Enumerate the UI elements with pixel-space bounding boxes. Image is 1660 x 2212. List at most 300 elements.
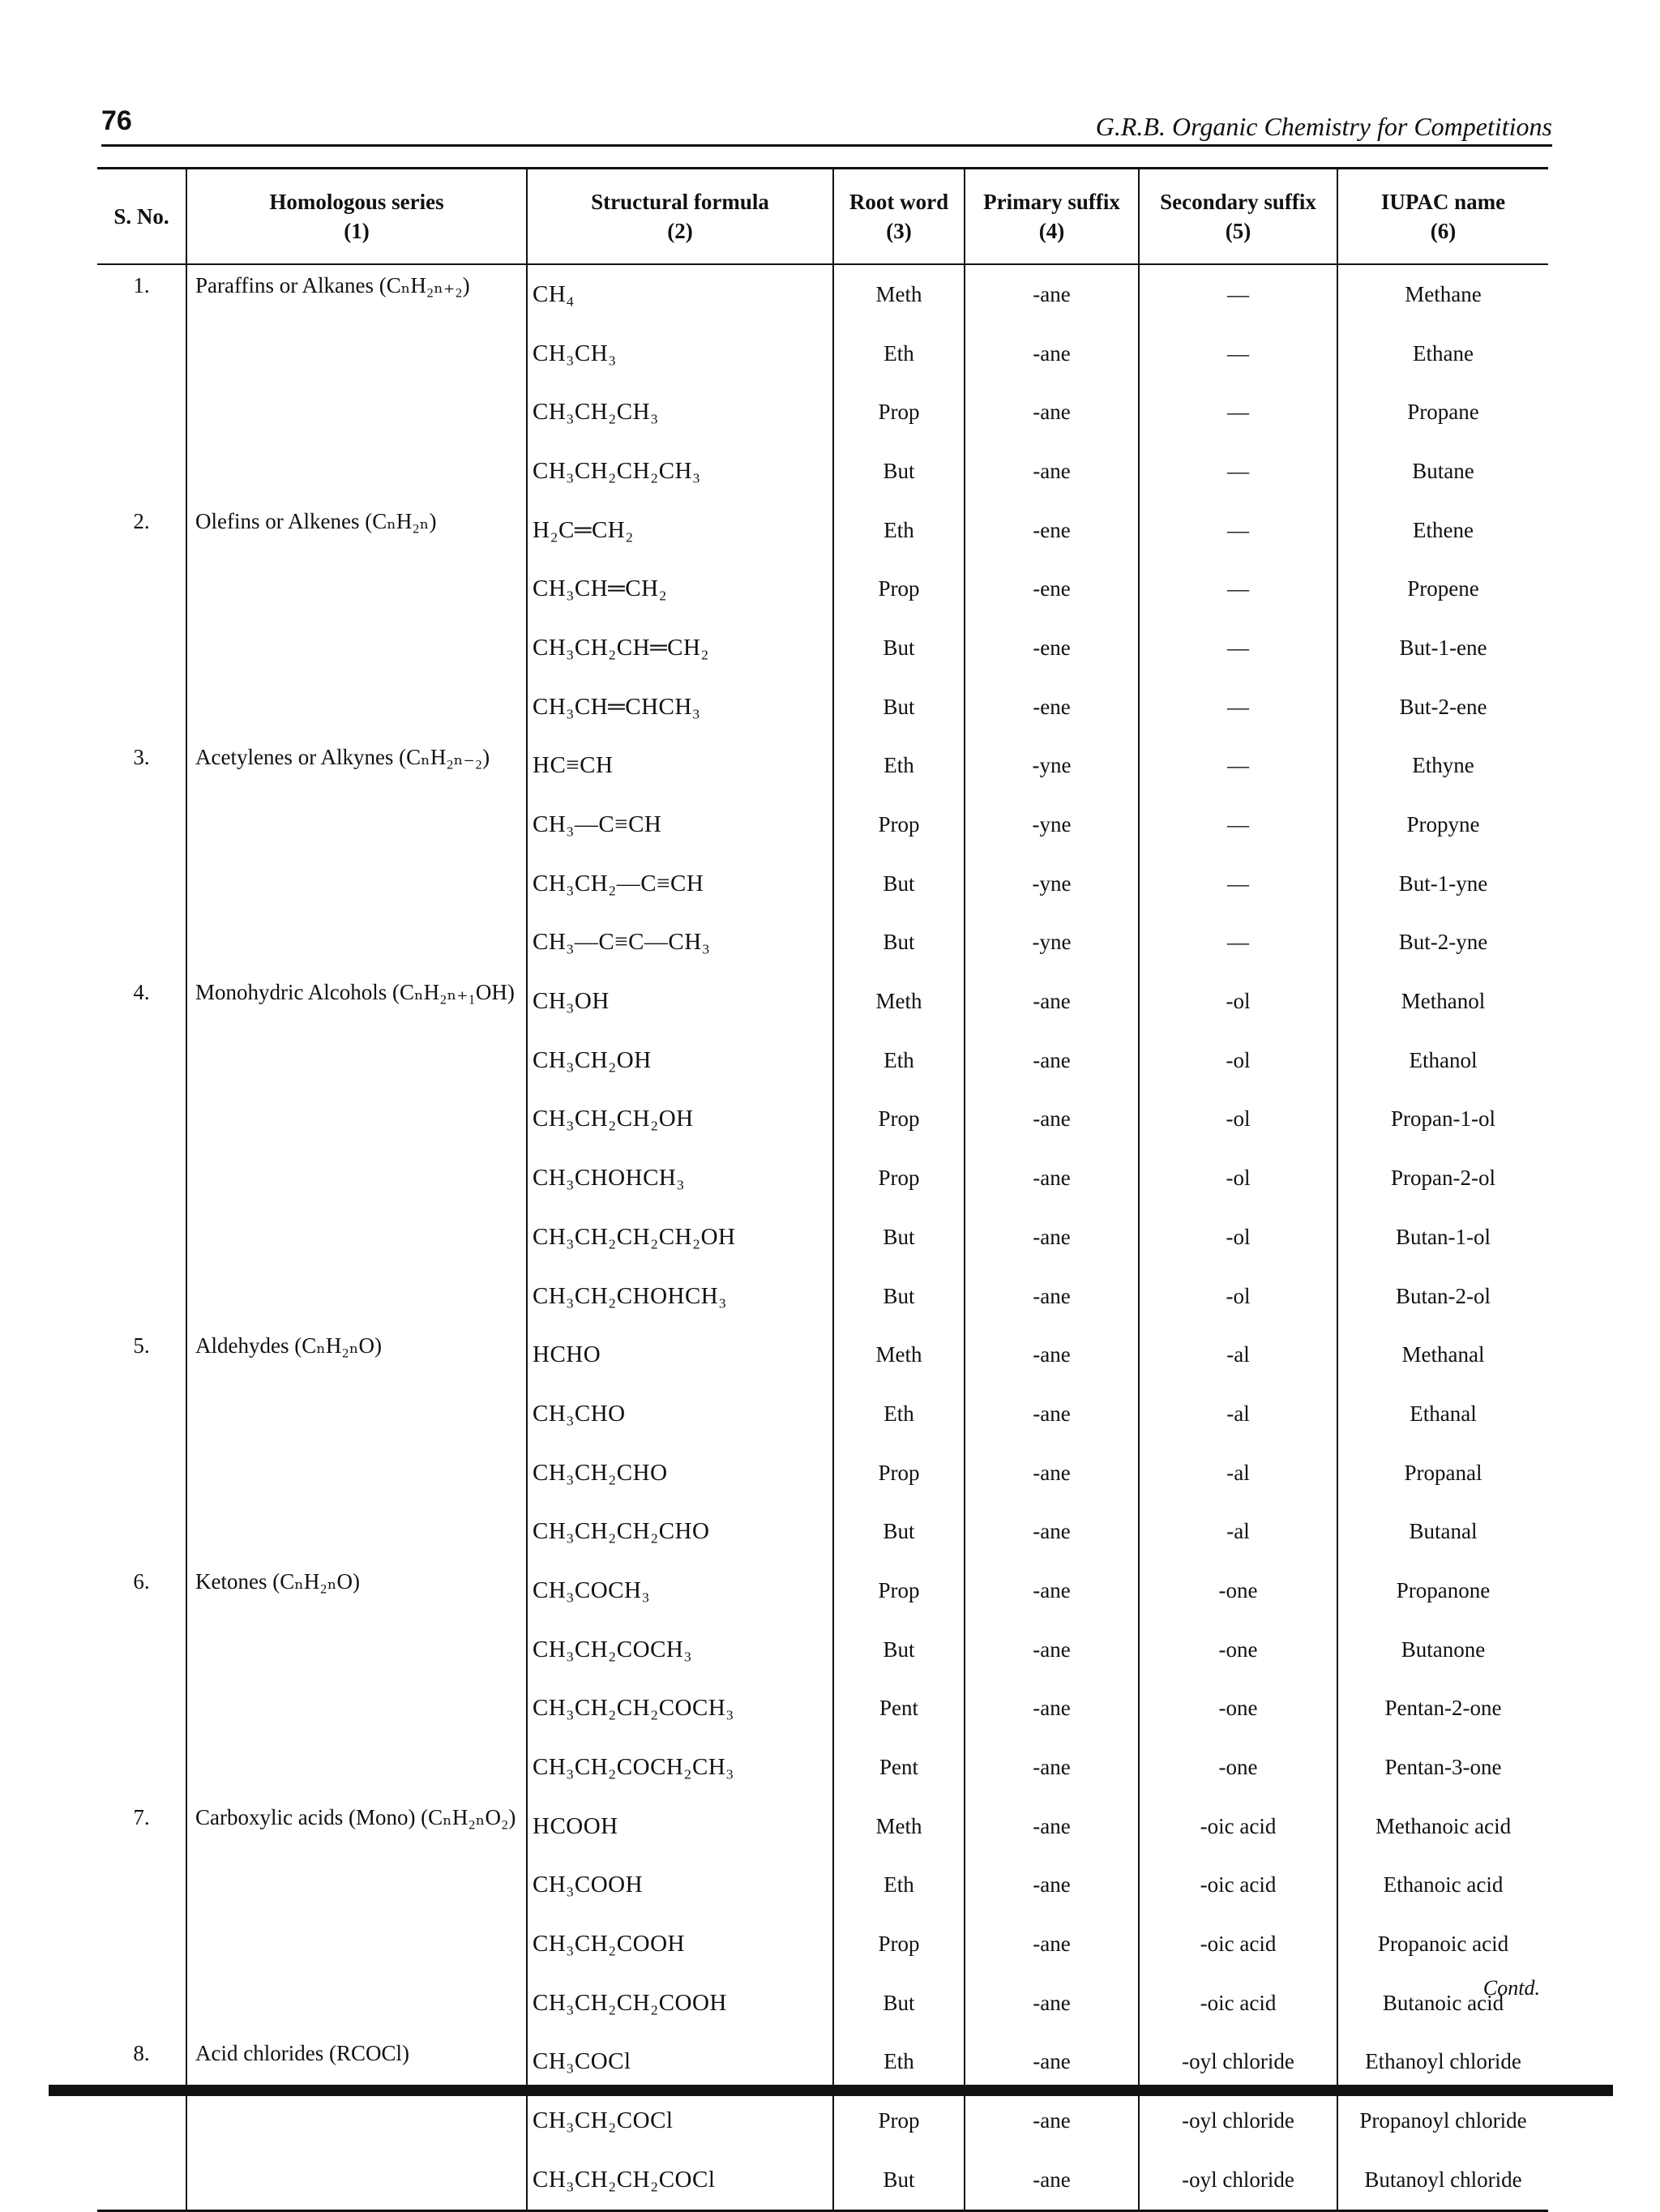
formula-text: CH₃CH₂CH₂CHO — [533, 1518, 710, 1545]
iupac-name-cell — [1337, 913, 1548, 973]
secondary-text: -one — [1218, 1755, 1258, 1780]
secondary-suffix-cell — [1139, 1856, 1337, 1915]
formula-text: HCOOH — [533, 1812, 618, 1839]
serial-number-cell — [97, 1149, 186, 1208]
formula-cell — [527, 383, 833, 442]
iupac-text: Butan-1-ol — [1396, 1224, 1491, 1249]
iupac-text: Butan-2-ol — [1396, 1283, 1491, 1308]
formula-cell — [527, 1325, 833, 1384]
series-cell — [186, 1090, 527, 1149]
formula-text: CH₃CHO — [533, 1400, 626, 1427]
table-row — [97, 324, 1548, 383]
primary-text: -ane — [1033, 458, 1071, 483]
secondary-suffix-cell — [1139, 1149, 1337, 1208]
formula-text: CH₃CH₂CH₃ — [533, 399, 659, 426]
primary-suffix-cell — [965, 678, 1139, 737]
iupac-name-cell — [1337, 1738, 1548, 1797]
formula-text: CH₃CH₂COCH₂CH₃ — [533, 1754, 734, 1781]
secondary-text: -one — [1218, 1696, 1258, 1721]
primary-suffix-cell — [965, 854, 1139, 913]
serial-number-cell — [97, 501, 186, 560]
formula-cell — [527, 324, 833, 383]
formula-cell — [527, 442, 833, 501]
secondary-text: -oyl chloride — [1182, 2108, 1294, 2133]
root-word-cell — [833, 1974, 965, 2033]
root-word-cell — [833, 1444, 965, 1503]
root-word-cell — [833, 2091, 965, 2150]
primary-suffix-cell — [965, 1620, 1139, 1679]
table-row — [97, 1208, 1548, 1267]
iupac-name-cell — [1337, 1325, 1548, 1384]
iupac-name-cell — [1337, 442, 1548, 501]
primary-text: -ane — [1033, 1637, 1071, 1662]
table-row — [97, 1679, 1548, 1739]
primary-text: -ane — [1033, 1342, 1071, 1367]
iupac-name-cell — [1337, 1149, 1548, 1208]
iupac-text: Methanal — [1401, 1342, 1485, 1367]
primary-suffix-cell — [965, 1738, 1139, 1797]
root-word-cell — [833, 1561, 965, 1620]
formula-cell — [527, 795, 833, 854]
secondary-text: — — [1227, 753, 1249, 778]
secondary-suffix-cell — [1139, 854, 1337, 913]
formula-text: CH₃CH₂CH₂CH₃ — [533, 457, 701, 484]
secondary-suffix-cell — [1139, 678, 1337, 737]
root-text: But — [883, 1990, 915, 2015]
primary-suffix-cell — [965, 972, 1139, 1031]
formula-text: CH₃COOH — [533, 1872, 644, 1898]
series-cell — [186, 618, 527, 678]
series-cell — [186, 1444, 527, 1503]
primary-suffix-cell — [965, 913, 1139, 973]
series-cell — [186, 1502, 527, 1561]
iupac-text: Ethanoic acid — [1383, 1872, 1504, 1898]
table-row — [97, 442, 1548, 501]
column-header-series: Homologous series (1) — [186, 169, 527, 265]
series-text: Paraffins or Alkanes (CₙH₂ₙ₊₂) — [195, 273, 470, 297]
iupac-name-cell — [1337, 324, 1548, 383]
primary-text: -ane — [1033, 989, 1071, 1014]
secondary-suffix-cell — [1139, 1031, 1337, 1090]
iupac-text: Methanoic acid — [1375, 1813, 1512, 1838]
series-cell — [186, 1208, 527, 1267]
primary-suffix-cell — [965, 324, 1139, 383]
series-text: Acetylenes or Alkynes (CₙH₂ₙ₋₂) — [195, 744, 490, 769]
primary-suffix-cell — [965, 1267, 1139, 1326]
secondary-suffix-cell — [1139, 1208, 1337, 1267]
secondary-suffix-cell — [1139, 1444, 1337, 1503]
secondary-text: — — [1227, 635, 1249, 660]
primary-text: -ene — [1033, 517, 1071, 542]
iupac-text: But-2-ene — [1399, 694, 1487, 719]
primary-suffix-cell — [965, 1974, 1139, 2033]
serial-number-cell — [97, 972, 186, 1031]
primary-text: -ane — [1033, 1932, 1071, 1957]
formula-cell — [527, 1502, 833, 1561]
secondary-text: -al — [1226, 1460, 1250, 1485]
formula-text: CH₃CH₂CH₂COOH — [533, 1989, 727, 2016]
root-word-cell — [833, 501, 965, 560]
series-text: Olefins or Alkenes (CₙH₂ₙ) — [195, 508, 437, 533]
root-text: But — [883, 694, 915, 719]
iupac-text: Propan-1-ol — [1391, 1106, 1495, 1132]
table-row — [97, 972, 1548, 1031]
formula-cell — [527, 2091, 833, 2150]
primary-text: -ane — [1033, 1990, 1071, 2015]
series-cell — [186, 559, 527, 618]
primary-suffix-cell — [965, 1208, 1139, 1267]
iupac-text: Methane — [1405, 281, 1482, 306]
iupac-text: Ethanol — [1409, 1047, 1478, 1072]
secondary-text: — — [1227, 517, 1249, 542]
secondary-suffix-cell — [1139, 1502, 1337, 1561]
sno-text: 5. — [133, 1333, 150, 1358]
series-cell — [186, 2091, 527, 2150]
formula-cell — [527, 1974, 833, 2033]
iupac-text: Propan-2-ol — [1391, 1166, 1495, 1191]
iupac-name-cell — [1337, 795, 1548, 854]
book-title: G.R.B. Organic Chemistry for Competitions — [1095, 112, 1552, 141]
iupac-name-cell — [1337, 1797, 1548, 1856]
table-row — [97, 1620, 1548, 1679]
iupac-text: Propanoyl chloride — [1359, 2108, 1527, 2133]
iupac-name-cell — [1337, 501, 1548, 560]
secondary-text: -ol — [1226, 1047, 1251, 1072]
formula-text: CH₃CH₂CHO — [533, 1459, 668, 1486]
primary-text: -ane — [1033, 1224, 1071, 1249]
iupac-name-cell — [1337, 2150, 1548, 2210]
root-text: Eth — [883, 2049, 914, 2074]
primary-suffix-cell — [965, 618, 1139, 678]
secondary-text: -oyl chloride — [1182, 2167, 1294, 2192]
secondary-text: — — [1227, 281, 1249, 306]
serial-number-cell — [97, 1620, 186, 1679]
series-text: Acid chlorides (RCOCl) — [195, 2040, 409, 2065]
root-word-cell — [833, 1031, 965, 1090]
column-header-root-word: Root word (3) — [833, 169, 965, 265]
primary-text: -ane — [1033, 340, 1071, 366]
primary-text: -yne — [1032, 871, 1072, 896]
sno-text: 7. — [133, 1804, 150, 1829]
root-word-cell — [833, 324, 965, 383]
iupac-name-cell — [1337, 1856, 1548, 1915]
iupac-name-cell — [1337, 1444, 1548, 1503]
secondary-text: — — [1227, 694, 1249, 719]
formula-cell — [527, 1267, 833, 1326]
footer-bar — [49, 2085, 1613, 2096]
root-text: Prop — [878, 1577, 920, 1602]
root-text: Prop — [878, 1932, 920, 1957]
root-text: But — [883, 1224, 915, 1249]
secondary-text: — — [1227, 400, 1249, 425]
iupac-name-cell — [1337, 1384, 1548, 1444]
table-row — [97, 1444, 1548, 1503]
root-word-cell — [833, 1384, 965, 1444]
table-row — [97, 913, 1548, 973]
secondary-suffix-cell — [1139, 1090, 1337, 1149]
formula-text: CH₃CHOHCH₃ — [533, 1165, 685, 1192]
root-text: Meth — [875, 1813, 922, 1838]
serial-number-cell — [97, 795, 186, 854]
secondary-suffix-cell — [1139, 1620, 1337, 1679]
root-text: Eth — [883, 1401, 914, 1426]
primary-text: -ane — [1033, 1047, 1071, 1072]
table-row — [97, 383, 1548, 442]
primary-text: -yne — [1032, 753, 1072, 778]
primary-text: -ane — [1033, 1401, 1071, 1426]
root-text: Eth — [883, 517, 914, 542]
root-word-cell — [833, 264, 965, 324]
iupac-name-cell — [1337, 2091, 1548, 2150]
iupac-text: Butanoyl chloride — [1364, 2167, 1522, 2192]
root-text: Prop — [878, 812, 920, 837]
formula-cell — [527, 1679, 833, 1739]
root-word-cell — [833, 1738, 965, 1797]
iupac-text: Propyne — [1406, 812, 1480, 837]
root-text: Eth — [883, 1047, 914, 1072]
secondary-text: -one — [1218, 1577, 1258, 1602]
iupac-name-cell — [1337, 383, 1548, 442]
iupac-text: Pentan-3-one — [1384, 1755, 1502, 1780]
formula-text: CH₃—C≡C—CH₃ — [533, 929, 711, 956]
table-row — [97, 264, 1548, 324]
series-cell — [186, 1620, 527, 1679]
root-text: Eth — [883, 1872, 914, 1898]
column-header-primary-suffix: Primary suffix (4) — [965, 169, 1139, 265]
root-text: Prop — [878, 1460, 920, 1485]
root-word-cell — [833, 1090, 965, 1149]
secondary-suffix-cell — [1139, 1679, 1337, 1739]
root-text: Meth — [875, 989, 922, 1014]
root-text: Eth — [883, 753, 914, 778]
primary-text: -ane — [1033, 1577, 1071, 1602]
serial-number-cell — [97, 2150, 186, 2210]
root-word-cell — [833, 442, 965, 501]
formula-text: CH₃CH═CHCH₃ — [533, 693, 701, 720]
primary-text: -ane — [1033, 1813, 1071, 1838]
table-row — [97, 1738, 1548, 1797]
iupac-text: Propanoic acid — [1377, 1932, 1509, 1957]
secondary-suffix-cell — [1139, 1325, 1337, 1384]
page-header — [101, 105, 1552, 148]
series-cell — [186, 1679, 527, 1739]
iupac-name-cell — [1337, 1620, 1548, 1679]
series-text: Monohydric Alcohols (CₙH₂ₙ₊₁OH) — [195, 980, 515, 1005]
primary-suffix-cell — [965, 1090, 1139, 1149]
root-word-cell — [833, 1856, 965, 1915]
primary-suffix-cell — [965, 1679, 1139, 1739]
formula-cell — [527, 2033, 833, 2092]
series-cell — [186, 2033, 527, 2092]
serial-number-cell — [97, 678, 186, 737]
sno-text: 4. — [133, 980, 150, 1005]
table-row — [97, 1974, 1548, 2033]
formula-cell — [527, 913, 833, 973]
secondary-suffix-cell — [1139, 324, 1337, 383]
secondary-text: -oic acid — [1200, 1813, 1277, 1838]
secondary-suffix-cell — [1139, 795, 1337, 854]
series-cell — [186, 854, 527, 913]
formula-cell — [527, 1620, 833, 1679]
primary-text: -ane — [1033, 1166, 1071, 1191]
serial-number-cell — [97, 264, 186, 324]
secondary-text: -oic acid — [1200, 1990, 1277, 2015]
formula-text: CH₃CH₂CH₂COCH₃ — [533, 1695, 734, 1722]
primary-text: -ene — [1033, 694, 1071, 719]
formula-cell — [527, 678, 833, 737]
root-word-cell — [833, 1620, 965, 1679]
serial-number-cell — [97, 383, 186, 442]
primary-text: -ane — [1033, 1460, 1071, 1485]
iupac-name-cell — [1337, 559, 1548, 618]
series-cell — [186, 1797, 527, 1856]
primary-suffix-cell — [965, 442, 1139, 501]
iupac-name-cell — [1337, 2033, 1548, 2092]
iupac-name-cell — [1337, 264, 1548, 324]
root-text: Prop — [878, 1106, 920, 1132]
table-row — [97, 1915, 1548, 1974]
secondary-suffix-cell — [1139, 1267, 1337, 1326]
root-word-cell — [833, 1149, 965, 1208]
primary-suffix-cell — [965, 1561, 1139, 1620]
root-text: Prop — [878, 2108, 920, 2133]
iupac-text: Propanone — [1396, 1577, 1491, 1602]
series-cell — [186, 1267, 527, 1326]
table-row — [97, 1797, 1548, 1856]
series-cell — [186, 913, 527, 973]
serial-number-cell — [97, 1856, 186, 1915]
series-cell — [186, 264, 527, 324]
root-word-cell — [833, 2033, 965, 2092]
root-text: But — [883, 635, 915, 660]
primary-text: -ane — [1033, 1755, 1071, 1780]
root-text: Meth — [875, 281, 922, 306]
root-word-cell — [833, 972, 965, 1031]
iupac-text: Propene — [1407, 576, 1479, 601]
primary-text: -ane — [1033, 281, 1071, 306]
iupac-text: But-1-ene — [1399, 635, 1487, 660]
sno-text: 2. — [133, 508, 150, 533]
primary-suffix-cell — [965, 2091, 1139, 2150]
formula-text: CH₃CH₂—C≡CH — [533, 870, 704, 896]
secondary-text: -ol — [1226, 989, 1251, 1014]
primary-text: -ane — [1033, 400, 1071, 425]
serial-number-cell — [97, 737, 186, 796]
table-row — [97, 2033, 1548, 2092]
primary-suffix-cell — [965, 2033, 1139, 2092]
primary-suffix-cell — [965, 2150, 1139, 2210]
series-cell — [186, 1031, 527, 1090]
secondary-suffix-cell — [1139, 383, 1337, 442]
series-cell — [186, 1856, 527, 1915]
series-cell — [186, 1915, 527, 1974]
iupac-name-cell — [1337, 1502, 1548, 1561]
secondary-text: — — [1227, 812, 1249, 837]
root-word-cell — [833, 737, 965, 796]
iupac-text: Pentan-2-one — [1384, 1696, 1502, 1721]
formula-text: CH₃CH₂CH═CH₂ — [533, 634, 710, 661]
secondary-text: -ol — [1226, 1166, 1251, 1191]
formula-cell — [527, 2150, 833, 2210]
secondary-suffix-cell — [1139, 1561, 1337, 1620]
secondary-text: -ol — [1226, 1283, 1251, 1308]
column-header-iupac-name: IUPAC name (6) — [1337, 169, 1548, 265]
root-text: Pent — [879, 1696, 918, 1721]
secondary-text: -oyl chloride — [1182, 2049, 1294, 2074]
secondary-text: -ol — [1226, 1224, 1251, 1249]
serial-number-cell — [97, 1384, 186, 1444]
table-row — [97, 1325, 1548, 1384]
root-word-cell — [833, 1325, 965, 1384]
formula-text: HC≡CH — [533, 752, 614, 779]
primary-text: -ene — [1033, 635, 1071, 660]
formula-text: CH₃CH₂COCH₃ — [533, 1636, 692, 1662]
formula-cell — [527, 1384, 833, 1444]
iupac-text: But-1-yne — [1398, 871, 1488, 896]
iupac-name-cell — [1337, 1208, 1548, 1267]
iupac-text: Ethanoyl chloride — [1365, 2049, 1521, 2074]
root-text: Pent — [879, 1755, 918, 1780]
series-cell — [186, 501, 527, 560]
primary-suffix-cell — [965, 1031, 1139, 1090]
table-row — [97, 501, 1548, 560]
root-word-cell — [833, 1267, 965, 1326]
serial-number-cell — [97, 1325, 186, 1384]
secondary-text: -al — [1226, 1342, 1250, 1367]
iupac-name-cell — [1337, 1031, 1548, 1090]
series-cell — [186, 2150, 527, 2210]
iupac-name-cell — [1337, 1090, 1548, 1149]
serial-number-cell — [97, 1915, 186, 1974]
primary-text: -ane — [1033, 2167, 1071, 2192]
secondary-suffix-cell — [1139, 1915, 1337, 1974]
formula-cell — [527, 1031, 833, 1090]
iupac-name-cell — [1337, 1679, 1548, 1739]
formula-cell — [527, 1797, 833, 1856]
iupac-text: Ethyne — [1412, 753, 1474, 778]
formula-cell — [527, 1561, 833, 1620]
primary-suffix-cell — [965, 795, 1139, 854]
root-text: But — [883, 458, 915, 483]
series-cell — [186, 1738, 527, 1797]
serial-number-cell — [97, 1502, 186, 1561]
series-cell — [186, 795, 527, 854]
iupac-name-cell — [1337, 1267, 1548, 1326]
secondary-suffix-cell — [1139, 2091, 1337, 2150]
header-rule — [101, 144, 1552, 147]
table-row — [97, 795, 1548, 854]
table-row — [97, 678, 1548, 737]
table-row — [97, 854, 1548, 913]
sno-text: 8. — [133, 2040, 150, 2065]
sno-text: 1. — [133, 273, 150, 297]
primary-text: -ane — [1033, 1872, 1071, 1898]
serial-number-cell — [97, 1738, 186, 1797]
primary-text: -ane — [1033, 2049, 1071, 2074]
root-text: Prop — [878, 400, 920, 425]
primary-suffix-cell — [965, 559, 1139, 618]
formula-text: CH₃CH₂CHOHCH₃ — [533, 1282, 727, 1309]
secondary-text: -al — [1226, 1401, 1250, 1426]
formula-cell — [527, 1090, 833, 1149]
iupac-text: Methanol — [1401, 989, 1486, 1014]
formula-cell — [527, 1856, 833, 1915]
secondary-text: — — [1227, 458, 1249, 483]
series-cell — [186, 1325, 527, 1384]
formula-cell — [527, 618, 833, 678]
serial-number-cell — [97, 1797, 186, 1856]
secondary-text: -oic acid — [1200, 1932, 1277, 1957]
